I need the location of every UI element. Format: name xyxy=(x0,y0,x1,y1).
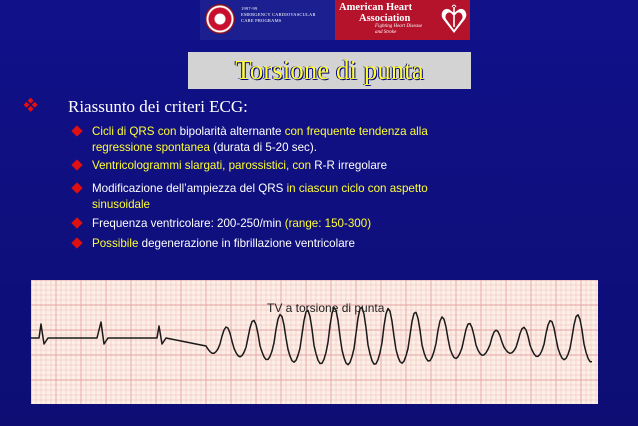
diamond-bullet-icon xyxy=(71,159,82,170)
bullet-line xyxy=(92,181,532,197)
aha-name-line1: American Heart xyxy=(339,2,413,13)
ecg-label: TV a torsione di punta xyxy=(267,301,385,315)
title-box xyxy=(188,52,471,89)
text-run: in ciascun ciclo con aspetto xyxy=(286,182,428,195)
bullet-line xyxy=(92,158,532,174)
text-run: Ventricologrammi slargati, parossistici, con xyxy=(92,159,312,172)
ecc-seal-icon xyxy=(205,4,235,34)
text-run: regressione spontanea xyxy=(92,140,210,154)
text-run: Frequenza ventricolare: 200-250/min xyxy=(92,217,285,230)
ecg-grid xyxy=(31,280,598,404)
text-run: sinusoidale xyxy=(92,197,151,211)
diamond-bullet-icon xyxy=(71,125,82,136)
text-run: (durata di 5-20 sec). xyxy=(209,140,317,154)
diamond-bullet-icon xyxy=(71,217,82,228)
header-logo-banner xyxy=(200,0,470,40)
criteria-bullet-3 xyxy=(92,181,532,212)
ecg-trace xyxy=(31,307,592,364)
bullet-line xyxy=(92,216,532,232)
bullet-line xyxy=(92,236,532,252)
page-title: Torsione di punta xyxy=(235,55,424,85)
text-run: degenerazione in fibrillazione ventricolare xyxy=(138,237,355,250)
ecc-logo-text: 1997-99 EMERGENCY CARDIOVASCULAR CARE PROGRAMS xyxy=(241,6,316,23)
text-run: R-R irregolare xyxy=(311,159,388,172)
text-run: bipolarità alternante xyxy=(176,125,285,138)
criteria-bullet-4 xyxy=(92,216,532,232)
aha-logo xyxy=(335,0,470,40)
bullet-line xyxy=(92,140,532,156)
ecc-logo xyxy=(200,0,335,40)
ecg-strip-image xyxy=(31,280,598,404)
main-bullet-text: Riassunto dei criteri ECG: xyxy=(68,97,248,116)
heart-torch-icon xyxy=(441,3,467,35)
aha-name-line2: Association xyxy=(359,13,411,24)
text-run: (range: 150-300) xyxy=(284,217,372,230)
text-run: Possibile xyxy=(92,237,139,250)
bullet-line xyxy=(92,124,532,140)
aha-tagline-line1: Fighting Heart Disease xyxy=(375,24,423,29)
criteria-bullet-1 xyxy=(92,124,532,155)
criteria-bullet-2 xyxy=(92,158,532,174)
bullet-line xyxy=(92,197,532,213)
text-run: con frequente tendenza alla xyxy=(284,125,428,138)
four-diamond-bullet-icon xyxy=(24,98,38,112)
diamond-bullet-icon xyxy=(71,182,82,193)
diamond-bullet-icon xyxy=(71,237,82,248)
criteria-bullet-5 xyxy=(92,236,532,252)
text-run: Cicli di QRS con xyxy=(92,125,177,138)
text-run: Modificazione dell’ampiezza del QRS xyxy=(92,182,287,195)
aha-tagline-line2: and Stroke xyxy=(375,30,397,35)
